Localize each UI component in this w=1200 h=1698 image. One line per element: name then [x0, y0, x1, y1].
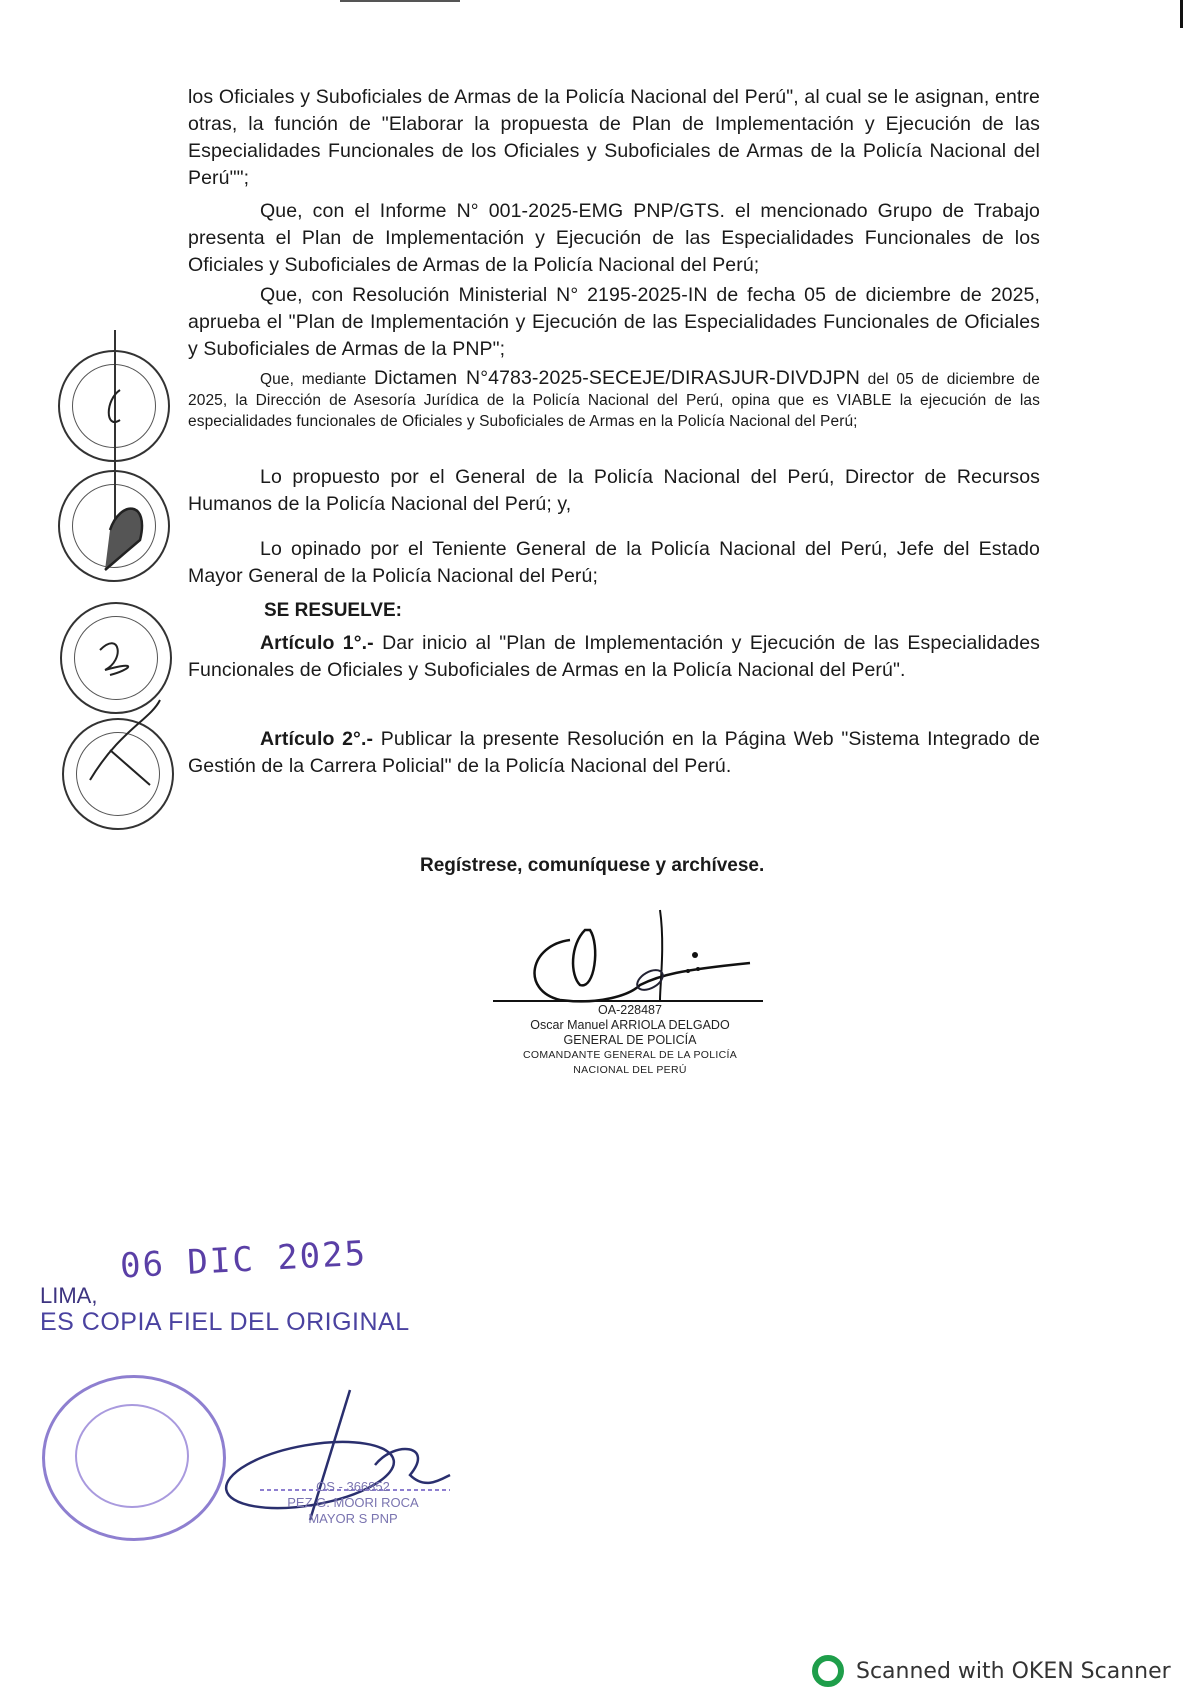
- certifier-block: [268, 1479, 438, 1527]
- scan-artifact: [340, 0, 460, 2]
- signer-role-line1: COMANDANTE GENERAL DE LA POLICÍA: [522, 1049, 737, 1061]
- paragraph-informe: Que, con el Informe N° 001-2025-EMG PNP/GTS. el mencionado Grupo de Trabajo presenta el Plan de Implementación y Ejecución de las Especialidades Funcionales de los Oficiales y Suboficiales de Armas de la Policía Nacional del Perú;: [188, 200, 1040, 276]
- signer-rank: GENERAL DE POLICÍA: [563, 1033, 697, 1047]
- signature-line: [493, 1000, 763, 1002]
- article-1: Artículo 1°.- Dar inicio al "Plan de Implementación y Ejecución de las Especialidades Funcionales de Oficiales y Suboficiales de Armas en la Policía Nacional del Perú".: [188, 632, 1040, 681]
- date-stamp: 06 DIC 2025: [119, 1233, 369, 1287]
- signer-name: Oscar Manuel ARRIOLA DELGADO: [530, 1018, 730, 1032]
- city-stamp: LIMA,: [40, 1283, 98, 1308]
- article-2-label: Artículo 2°.-: [260, 728, 374, 750]
- certifier-rank: MAYOR S PNP: [308, 1511, 398, 1526]
- certifier-name: PEZ G. MOORI ROCA: [287, 1495, 419, 1510]
- page-edge: [1180, 0, 1183, 28]
- oken-scanner-logo-icon: [812, 1655, 844, 1687]
- paragraph-opinado: Lo opinado por el Teniente General de la Policía Nacional del Perú, Jefe del Estado Mayor General de la Policía Nacional del Perú;: [188, 538, 1040, 587]
- paragraph-dictamen: Que, mediante Dictamen N°4783-2025-SECEJE/DIRASJUR-DIVDJPN del 05 de diciembre de 2025, la Dirección de Asesoría Jurídica de la Policía Nacional del Perú, opina que es VIABLE la ejecución de las especialidades funcionales de Oficiales y Suboficiales de Armas en la Policía Nacional del Perú;: [188, 367, 1040, 430]
- certifier-code: OS - 366852: [316, 1479, 390, 1494]
- margin-initials-icon: [80, 330, 170, 810]
- signature-icon: [510, 905, 760, 1005]
- paragraph-propuesto: Lo propuesto por el General de la Policía Nacional del Perú, Director de Recursos Humanos de la Policía Nacional del Perú; y,: [188, 466, 1040, 515]
- closing-formula: Regístrese, comuníquese y archívese.: [420, 855, 765, 876]
- signature-block: [470, 1003, 790, 1078]
- article-1-label: Artículo 1°.-: [260, 632, 374, 654]
- article-2: Artículo 2°.- Publicar la presente Resolución en la Página Web "Sistema Integrado de Gestión de la Carrera Policial" de la Policía Nacional del Perú.: [188, 728, 1040, 777]
- resolve-heading: SE RESUELVE:: [264, 600, 402, 621]
- paragraph-resolucion-ministerial: Que, con Resolución Ministerial N° 2195-2025-IN de fecha 05 de diciembre de 2025, aprueba el "Plan de Implementación y Ejecución de las Especialidades Funcionales de Oficiales y Suboficiales de Armas de la PNP";: [188, 284, 1040, 360]
- scanner-watermark-text: Scanned with OKEN Scanner: [856, 1658, 1171, 1684]
- signer-code: OA-228487: [598, 1003, 662, 1017]
- dictamen-number: Dictamen N°4783-2025-SECEJE/DIRASJUR-DIVDJPN: [374, 367, 860, 389]
- paragraph-intro: los Oficiales y Suboficiales de Armas de la Policía Nacional del Perú", al cual se le asignan, entre otras, la función de "Elaborar la propuesta de Plan de Implementación y Ejecución de las Especialidades Funcionales de los Oficiales y Suboficiales de Armas de la Policía Nacional del Perú"";: [188, 86, 1040, 189]
- signer-role-line2: NACIONAL DEL PERÚ: [573, 1064, 687, 1076]
- scanner-watermark: [812, 1655, 1171, 1687]
- certified-copy-stamp: ES COPIA FIEL DEL ORIGINAL: [40, 1308, 410, 1336]
- dirgedoc-seal: [42, 1375, 226, 1541]
